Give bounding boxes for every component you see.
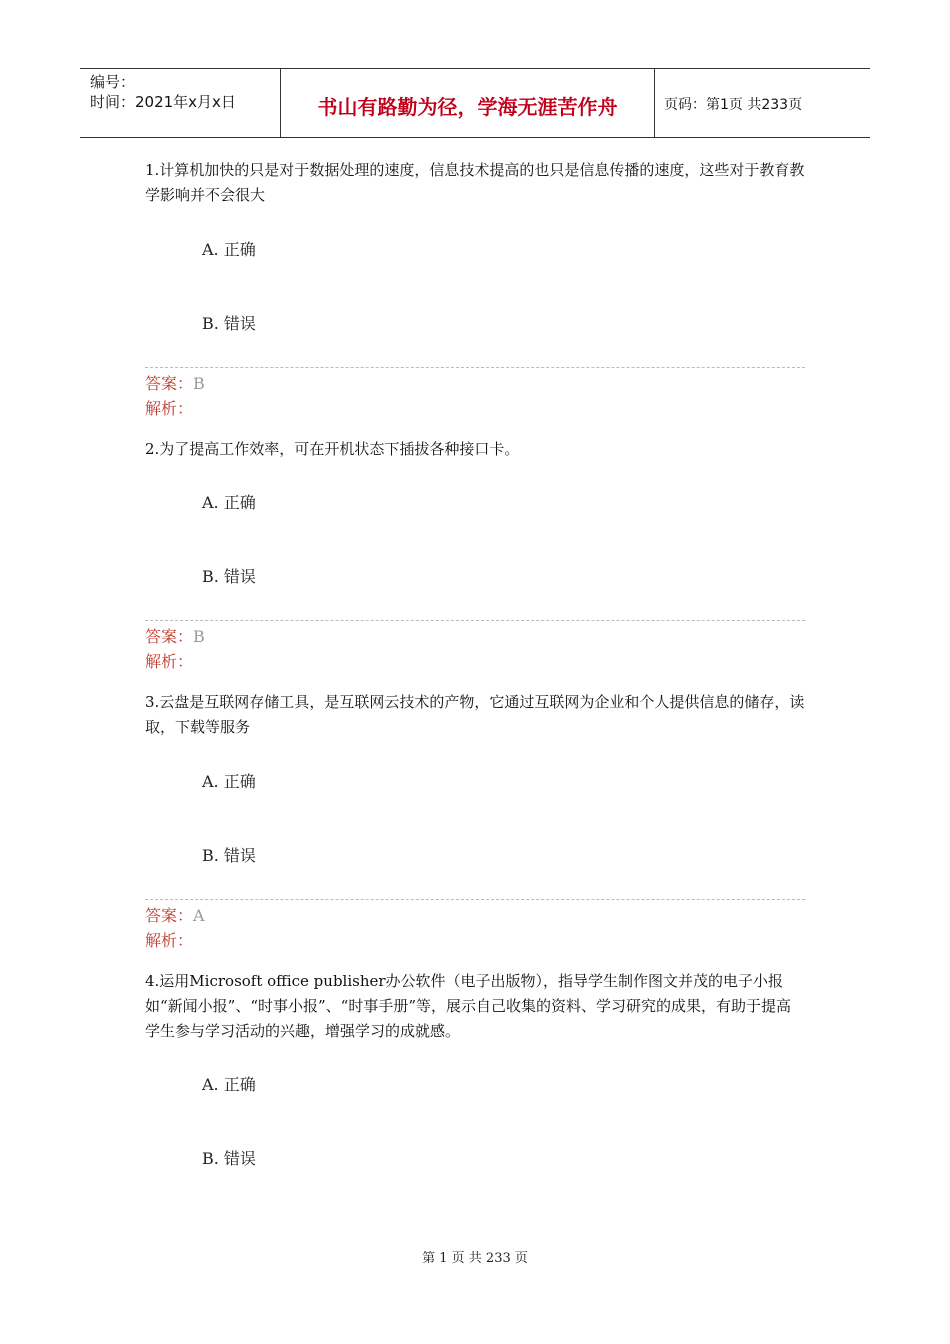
motto: 书山有路勤为径，学海无涯苦作舟 [317,95,618,119]
question-3-option-a[interactable]: A. 正确 [202,772,256,791]
answer-label: 答案： [145,906,194,925]
question-1-text: 1.计算机加快的只是对于数据处理的速度，信息技术提高的也只是信息传播的速度，这些对于教育教学影响并不会很大 [145,161,805,204]
page-footer: 第 1 页 共 233 页 [422,1251,528,1266]
question-2-answer [145,624,205,647]
question-2-explanation: 解析： [145,652,194,671]
time-label: 时间：2021年x月x日 [90,93,236,111]
question-1-option-b[interactable]: B. 错误 [202,314,256,333]
answer-value: B [193,627,205,646]
question-3-answer [145,903,205,926]
question-1-answer [145,371,205,394]
question-2-option-b[interactable]: B. 错误 [202,567,256,586]
question-1-explanation: 解析： [145,399,194,418]
question-4-text: 4.运用Microsoft office publisher办公软件（电子出版物），指导学生制作图文并茂的电子小报如“新闻小报”、“时事小报”、“时事手册”等，展示自己收集的资料、学习研究的成果，有助于提高学生参与学习活动的兴趣，增强学习的成就感。 [145,972,792,1040]
divider [145,620,805,621]
page-info: 页码：第1页 共233页 [664,97,803,113]
question-3-option-b[interactable]: B. 错误 [202,846,256,865]
header-page-cell [654,69,870,137]
number-label: 编号： [90,73,136,91]
question-4-option-a[interactable]: A. 正确 [202,1075,256,1094]
page-header [80,68,870,138]
answer-value: A [193,906,205,925]
question-2-option-a[interactable]: A. 正确 [202,493,256,512]
question-3-text: 3.云盘是互联网存储工具，是互联网云技术的产物，它通过互联网为企业和个人提供信息的储存，读取，下载等服务 [145,693,805,736]
answer-label: 答案： [145,627,194,646]
divider [145,367,805,368]
question-1-option-a[interactable]: A. 正确 [202,240,256,259]
answer-label: 答案： [145,374,194,393]
answer-value: B [193,374,205,393]
header-meta [80,69,280,137]
question-2-text: 2.为了提高工作效率，可在开机状态下插拔各种接口卡。 [145,440,520,458]
question-3-explanation: 解析： [145,931,194,950]
divider [145,899,805,900]
question-4-option-b[interactable]: B. 错误 [202,1149,256,1168]
header-motto-cell [280,69,655,137]
